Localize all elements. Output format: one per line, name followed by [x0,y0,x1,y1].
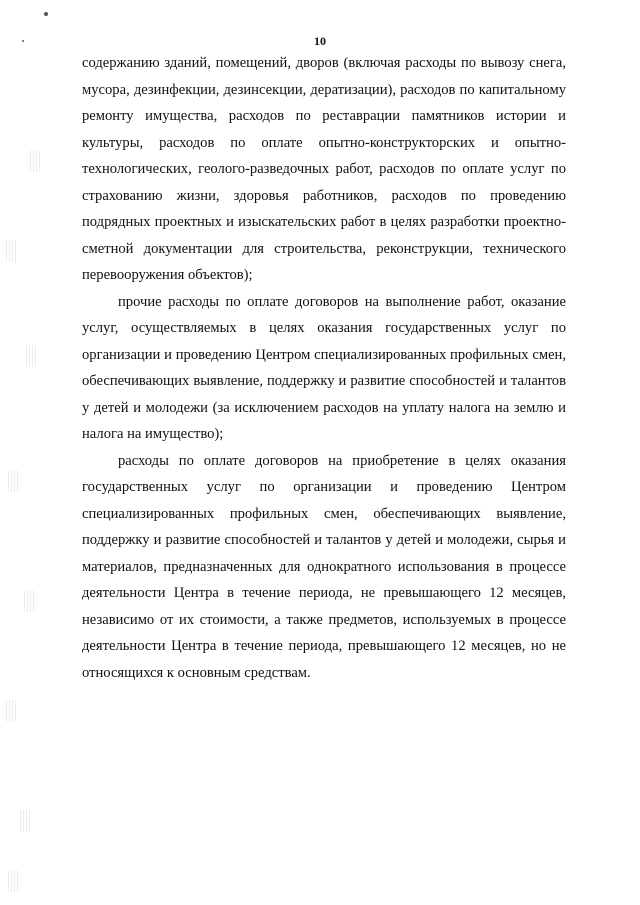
paragraph-materials-expenses: расходы по оплате договоров на приобретение в целях оказания государственных услуг по организации и проведению Центром специализированных профильных смен, обеспечивающих выявление, поддержку и развитие способностей и талантов у детей и молодежи, сырья и материалов, предназначенных для однократного использования в процессе деятельности Центра в течение периода, не превышающего 12 месяцев, независимо от их стоимости, а также предметов, используемых в процессе деятельности Центра в течение периода, превышающего 12 месяцев, но не относящихся к основным средствам. [82,452,566,681]
scan-speck [44,12,48,16]
paragraph-other-expenses: прочие расходы по оплате договоров на выполнение работ, оказание услуг, осуществляемых в целях оказания государственных услуг по организации и проведению Центром специализированных профильных смен, обеспечивающих выявление, поддержку и развитие способностей и талантов у детей и молодежи (за исключением расходов на уплату налога на землю и налога на имущество); [82,293,566,442]
scan-smudge [24,590,36,612]
document-body [82,50,566,686]
scan-smudge [8,870,20,892]
scan-smudge [8,470,20,492]
scan-smudge [20,810,32,832]
scan-smudge [6,700,18,722]
page-number: 10 [314,34,326,48]
scan-smudge [6,240,18,262]
paragraph-continuation: содержанию зданий, помещений, дворов (включая расходы по вывозу снега, мусора, дезинфекции, дезинсекции, дератизации), расходов по капитальному ремонту имущества, расходов по реставрации памятников истории и культуры, расходов по оплате опытно-конструкторских и опытно-технологических, геолого-разведочных работ, расходов по оплате услуг по страхованию жизни, здоровья работников, расходов по проведению подрядных проектных и изыскательских работ в целях разработки проектно-сметной документации для строительства, реконструкции, технического перевооружения объектов); [82,55,566,283]
scan-smudge [30,150,42,172]
scan-smudge [26,345,38,367]
